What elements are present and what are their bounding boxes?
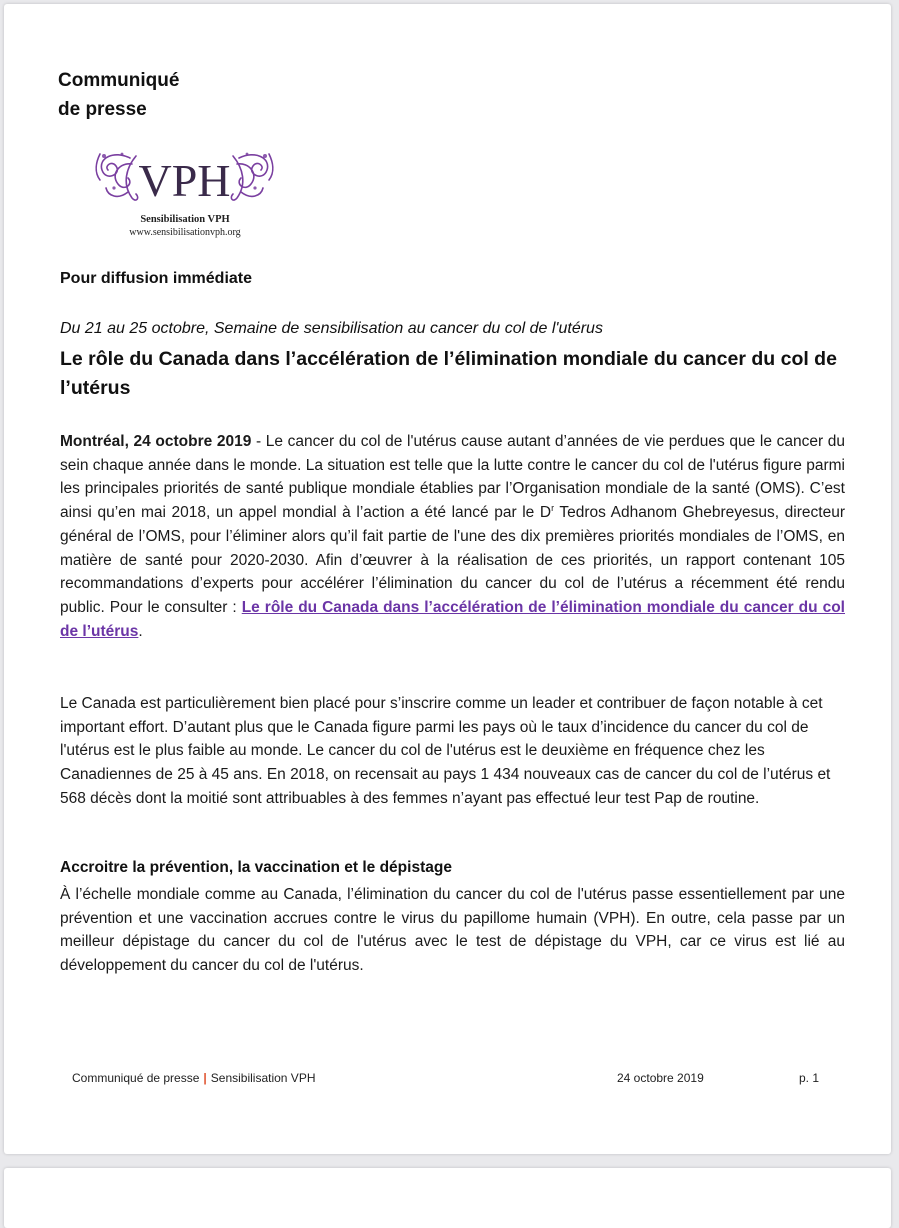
kicker-subtitle: Du 21 au 25 octobre, Semaine de sensibilisation au cancer du col de l'utérus [60,320,603,337]
footer-date: 24 octobre 2019 [617,1071,704,1085]
paragraph-2: Le Canada est particulièrement bien placé pour s’inscrire comme un leader et contribuer de façon notable à cet important effort. D’autant plus que le Canada figure parmi les pays où le taux d’incidence du cancer du col de l'utérus est le plus faible au monde. Le cancer du col de l'utérus est le deuxième en fréquence chez les Canadiennes de 25 à 45 ans. En 2018, on recensait au pays 1 434 nouveaux cas de cancer du col de l’utérus et 568 décès dont la moitié sont attribuables à des femmes n’ayant pas effectué leur test Pap de routine. [60,695,831,807]
report-link[interactable]: Le rôle du Canada dans l’accélération de l’élimination mondiale du cancer du col de l’utérus [60,598,845,640]
document-page [4,4,891,1154]
logo-website: www.sensibilisationvph.org [129,227,241,238]
immediate-release: Pour diffusion immédiate [60,270,253,287]
footer-page-number: p. 1 [799,1071,820,1085]
next-page-edge [4,1168,891,1228]
vph-logo-mark: VPH [138,155,231,206]
press-release-title: Communiqué de presse [58,70,180,120]
footer-label: Communiqué de presse | Sensibilisation VPH [72,1071,316,1085]
logo-caption [96,213,274,239]
logo-org-name: Sensibilisation VPH [140,214,230,225]
paragraph-1: Montréal, 24 octobre 2019 - Le cancer du col de l'utérus cause autant d’années de vie perdues que le cancer du sein chaque année dans le monde. La situation est telle que la lutte contre le cancer du col de l'utérus figure parmi les principales priorités de santé publique mondiale établies par l’Organisation mondiale de la santé (OMS). C’est ainsi qu’en mai 2018, un appel mondial à l’action a été lancé par le $D^r$ Tedros Adhanom Ghebreyesus, directeur général de l’OMS, pour l’éliminer alors qu’il fait partie de l'une des dix premières priorités mondiales de l’OMS, en matière de santé pour 2020-2030. Afin d’œuvrer à la réalisation de ces priorités, un rapport contenant 105 recommandations d’experts pour accélérer l’élimination du cancer du col de l’utérus a récemment été rendu public. Pour le consulter : Le rôle du Canada dans l’accélération de l’élimination mondiale du cancer du col de l’utérus. [60,433,846,640]
section-title: Accroitre la prévention, la vaccination et le dépistage [60,859,452,876]
headline: Le rôle du Canada dans l’accélération de l’élimination mondiale du cancer du col de l’utérus [60,348,837,399]
dateline: Montréal, 24 octobre 2019 [60,433,252,450]
paragraph-3: À l’échelle mondiale comme au Canada, l’élimination du cancer du col de l'utérus passe essentiellement par une prévention et une vaccination accrues contre le virus du papillome humain (VPH). En outre, cela passe par un meilleur dépistage du cancer du col de l'utérus avec le test de dépistage du VPH, car ce virus est lié au développement du cancer du col de l'utérus. [60,886,845,975]
